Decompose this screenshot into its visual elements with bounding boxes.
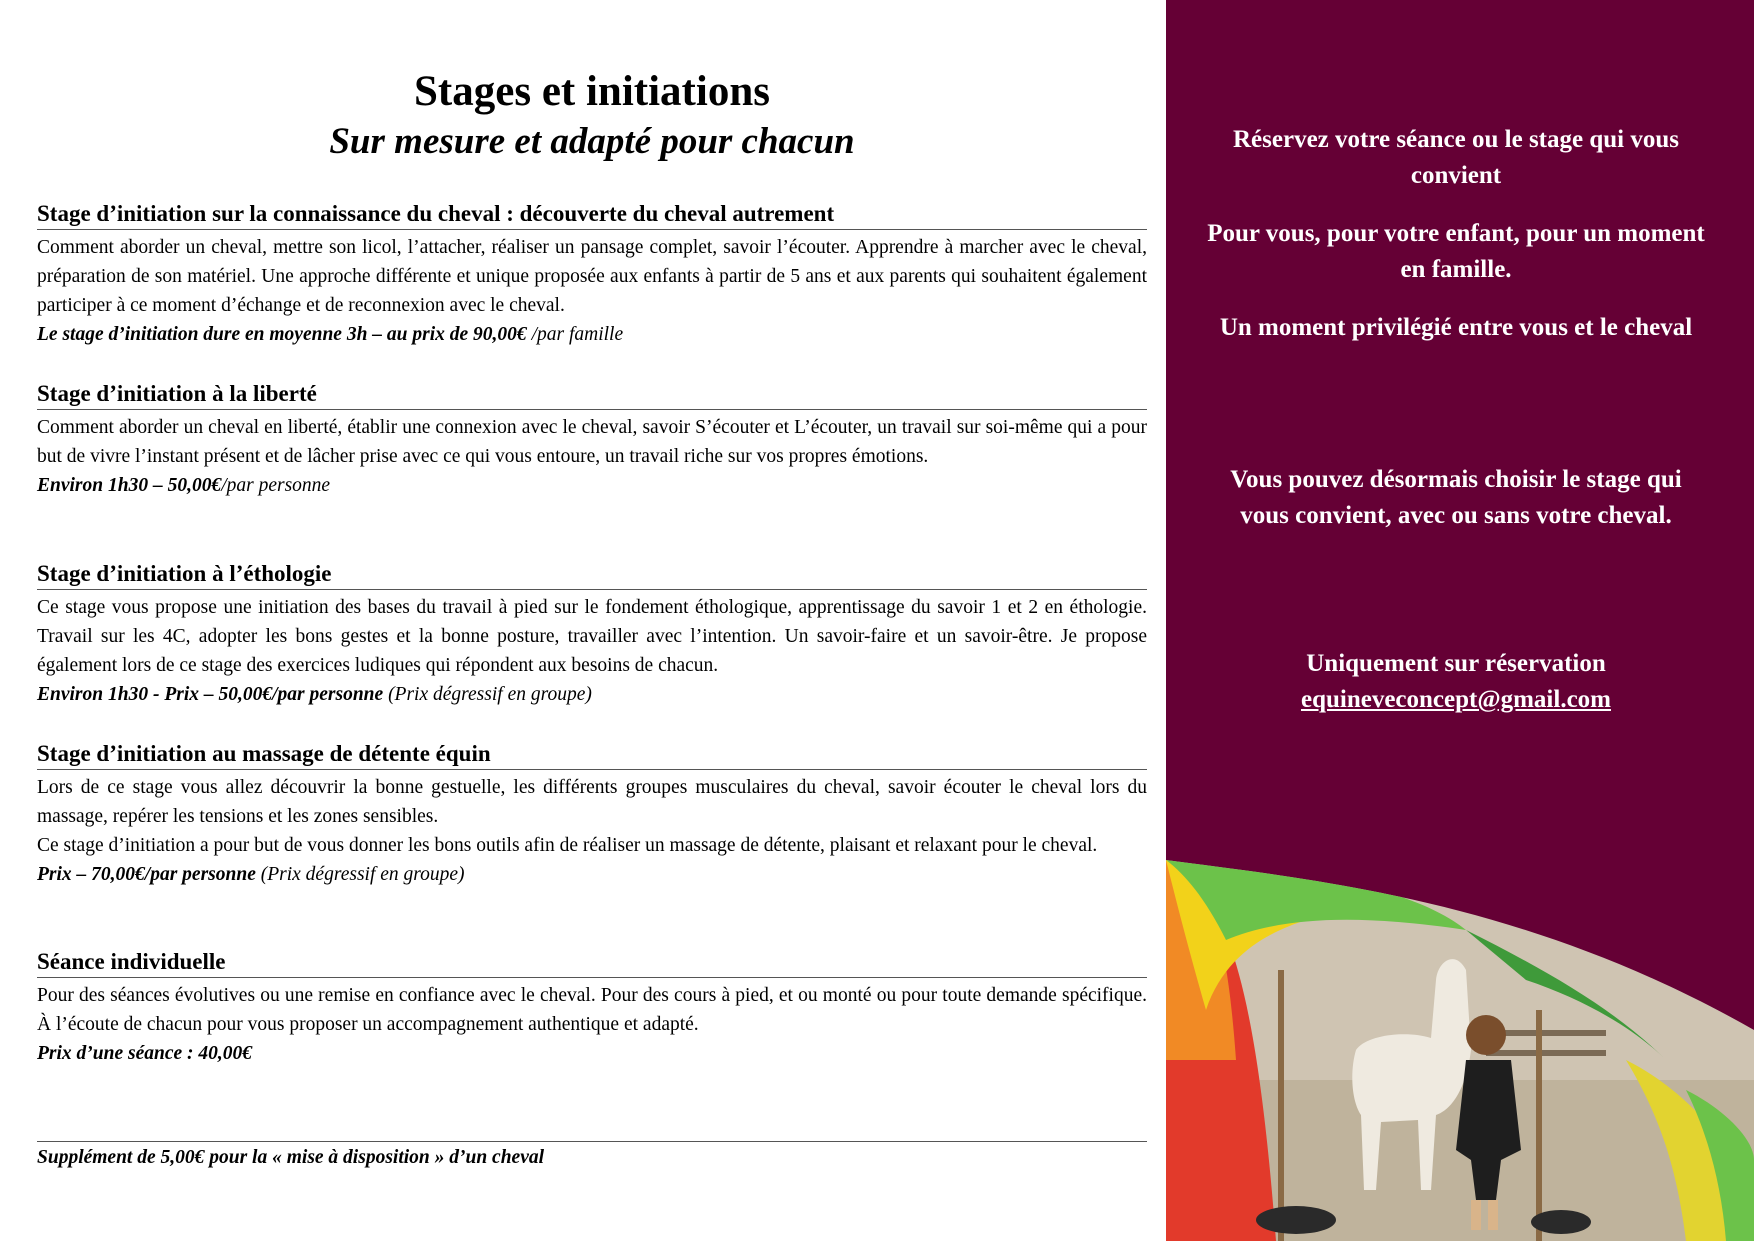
price-note: /par personne bbox=[221, 475, 331, 496]
section-title: Stage d’initiation sur la connaissance du cheval : découverte du cheval autrement bbox=[37, 199, 1147, 230]
price-main: Le stage d’initiation dure en moyenne 3h – au prix de 90,00€ bbox=[37, 324, 527, 345]
page-subtitle: Sur mesure et adapté pour chacun bbox=[329, 121, 855, 162]
divider bbox=[37, 1141, 1147, 1142]
price-main: Environ 1h30 – 50,00€ bbox=[37, 475, 222, 496]
sidebar-text-choisir: Vous pouvez désormais choisir le stage qui vous convient, avec ou sans votre cheval. bbox=[1230, 466, 1682, 529]
price-note: (Prix dégressif en groupe) bbox=[383, 684, 592, 705]
section-seance-individuelle bbox=[37, 947, 1147, 1068]
main-content bbox=[37, 0, 1147, 1241]
section-price bbox=[37, 680, 1147, 709]
section-price bbox=[37, 860, 1147, 889]
supplement-note: Supplément de 5,00€ pour la « mise à disposition » d’un cheval bbox=[37, 1147, 545, 1168]
price-main: Prix d’une séance : 40,00€ bbox=[37, 1043, 253, 1064]
section-title: Stage d’initiation à la liberté bbox=[37, 379, 1147, 410]
section-title: Séance individuelle bbox=[37, 947, 1147, 978]
section-price bbox=[37, 471, 1147, 500]
section-body: Comment aborder un cheval en liberté, établir une connexion avec le cheval, savoir S’écouter et L’écouter, un travail sur soi-même qui a pour but de vivre l’instant présent et de lâcher prise avec ce qui vous entoure, un travail riche sur vos propres émotions. bbox=[37, 417, 1147, 467]
section-body-2: Ce stage d’initiation a pour but de vous donner les bons outils afin de réaliser un massage de détente, plaisant et relaxant pour le cheval. bbox=[37, 835, 1098, 856]
section-body: Lors de ce stage vous allez découvrir la bonne gestuelle, les différents groupes musculaires du cheval, savoir écouter le cheval lors du massage, repérer les tensions et les zones sensibles. bbox=[37, 777, 1147, 827]
section-ethologie bbox=[37, 559, 1147, 709]
sidebar-text-famille: Pour vous, pour votre enfant, pour un moment en famille. bbox=[1207, 220, 1705, 283]
section-body: Pour des séances évolutives ou une remise en confiance avec le cheval. Pour des cours à pied, et ou monté ou pour toute demande spécifique. À l’écoute de chacun pour vous proposer un accompagnement authentique et adapté. bbox=[37, 985, 1147, 1035]
section-price bbox=[37, 1039, 1147, 1068]
price-main: Prix – 70,00€/par personne bbox=[37, 864, 256, 885]
email-link[interactable]: equineveconcept@gmail.com bbox=[1300, 686, 1611, 713]
sidebar-text-reservation: Uniquement sur réservation bbox=[1306, 650, 1606, 677]
price-note: /par famille bbox=[526, 324, 624, 345]
price-main: Environ 1h30 - Prix – 50,00€/par personne bbox=[37, 684, 384, 705]
section-liberte bbox=[37, 379, 1147, 500]
section-massage bbox=[37, 739, 1147, 889]
section-body: Ce stage vous propose une initiation des bases du travail à pied sur le fondement éthologique, apprentissage du savoir 1 et 2 en éthologie. Travail sur les 4C, adopter les bons gestes et la bonne posture, travailler avec l’intention. Un savoir-faire et un savoir-être. Je propose également lors de ce stage des exercices ludiques qui répondent aux besoins de chacun. bbox=[37, 597, 1147, 676]
price-note: (Prix dégressif en groupe) bbox=[255, 864, 465, 885]
section-price bbox=[37, 320, 1147, 349]
section-connaissance bbox=[37, 199, 1147, 349]
section-body: Comment aborder un cheval, mettre son licol, l’attacher, réaliser un pansage complet, savoir l’écouter. Apprendre à marcher avec le cheval, préparation de son matériel. Une approche différente et unique proposée aux enfants à partir de 5 ans et aux parents qui souhaitent également participer à ce moment d’échange et de reconnexion avec le cheval. bbox=[37, 237, 1147, 316]
section-title: Stage d’initiation au massage de détente équin bbox=[37, 739, 1147, 770]
sidebar-text-moment: Un moment privilégié entre vous et le cheval bbox=[1219, 314, 1693, 341]
horse-photo bbox=[1166, 860, 1754, 1241]
sidebar-text-reservez: Réservez votre séance ou le stage qui vous convient bbox=[1233, 126, 1679, 189]
sidebar-panel bbox=[1166, 0, 1754, 1241]
page-title: Stages et initiations bbox=[414, 68, 770, 115]
section-title: Stage d’initiation à l’éthologie bbox=[37, 559, 1147, 590]
